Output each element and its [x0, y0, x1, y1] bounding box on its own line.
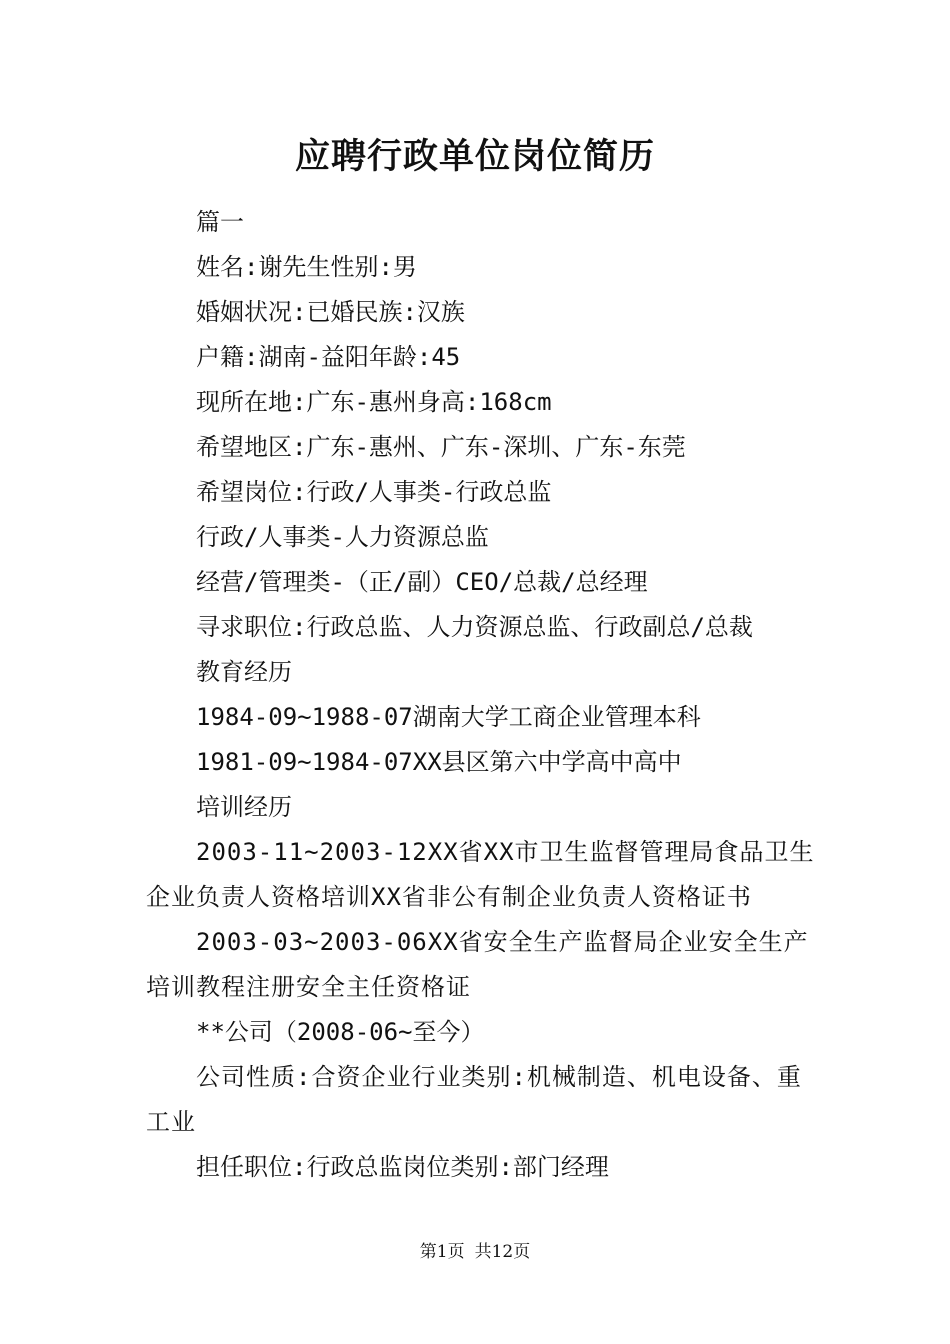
training-heading: 培训经历 [196, 793, 292, 821]
education-entry: 1984-09~1988-07湖南大学工商企业管理本科 [196, 703, 701, 731]
document-body [146, 200, 816, 1190]
page-total: 共12页 [474, 1242, 531, 1262]
desired-position-line-3: 经营/管理类-（正/副）CEO/总裁/总经理 [196, 568, 648, 596]
marital-ethnicity-line: 婚姻状况:已婚民族:汉族 [196, 298, 465, 326]
section-label: 篇一 [196, 208, 244, 236]
desired-region-line: 希望地区:广东-惠州、广东-深圳、广东-东莞 [196, 433, 686, 461]
desired-position-line: 希望岗位:行政/人事类-行政总监 [196, 478, 552, 506]
name-gender-line: 姓名:谢先生性别:男 [196, 253, 417, 281]
desired-position-line-2: 行政/人事类-人力资源总监 [196, 523, 489, 551]
page-number: 第1页 [419, 1242, 465, 1262]
document-title: 应聘行政单位岗位简历 [294, 136, 655, 177]
sought-job-line: 寻求职位:行政总监、人力资源总监、行政副总/总裁 [196, 613, 753, 641]
company-heading: **公司（2008-06~至今） [196, 1018, 485, 1046]
training-entry: 2003-03~2003-06XX省安全生产监督局企业安全生产培训教程注册安全主任资格证 [146, 928, 809, 1001]
position-held-line: 担任职位:行政总监岗位类别:部门经理 [196, 1153, 609, 1181]
location-height-line: 现所在地:广东-惠州身高:168cm [196, 388, 552, 416]
education-heading: 教育经历 [196, 658, 292, 686]
hometown-age-line: 户籍:湖南-益阳年龄:45 [196, 343, 461, 371]
education-entry: 1981-09~1984-07XX县区第六中学高中高中 [196, 748, 682, 776]
training-entry: 2003-11~2003-12XX省XX市卫生监督管理局食品卫生企业负责人资格培训XX省非公有制企业负责人资格证书 [146, 838, 815, 911]
company-nature-paragraph: 公司性质:合资企业行业类别:机械制造、机电设备、重工业 [146, 1063, 802, 1136]
page-footer [0, 1240, 950, 1264]
